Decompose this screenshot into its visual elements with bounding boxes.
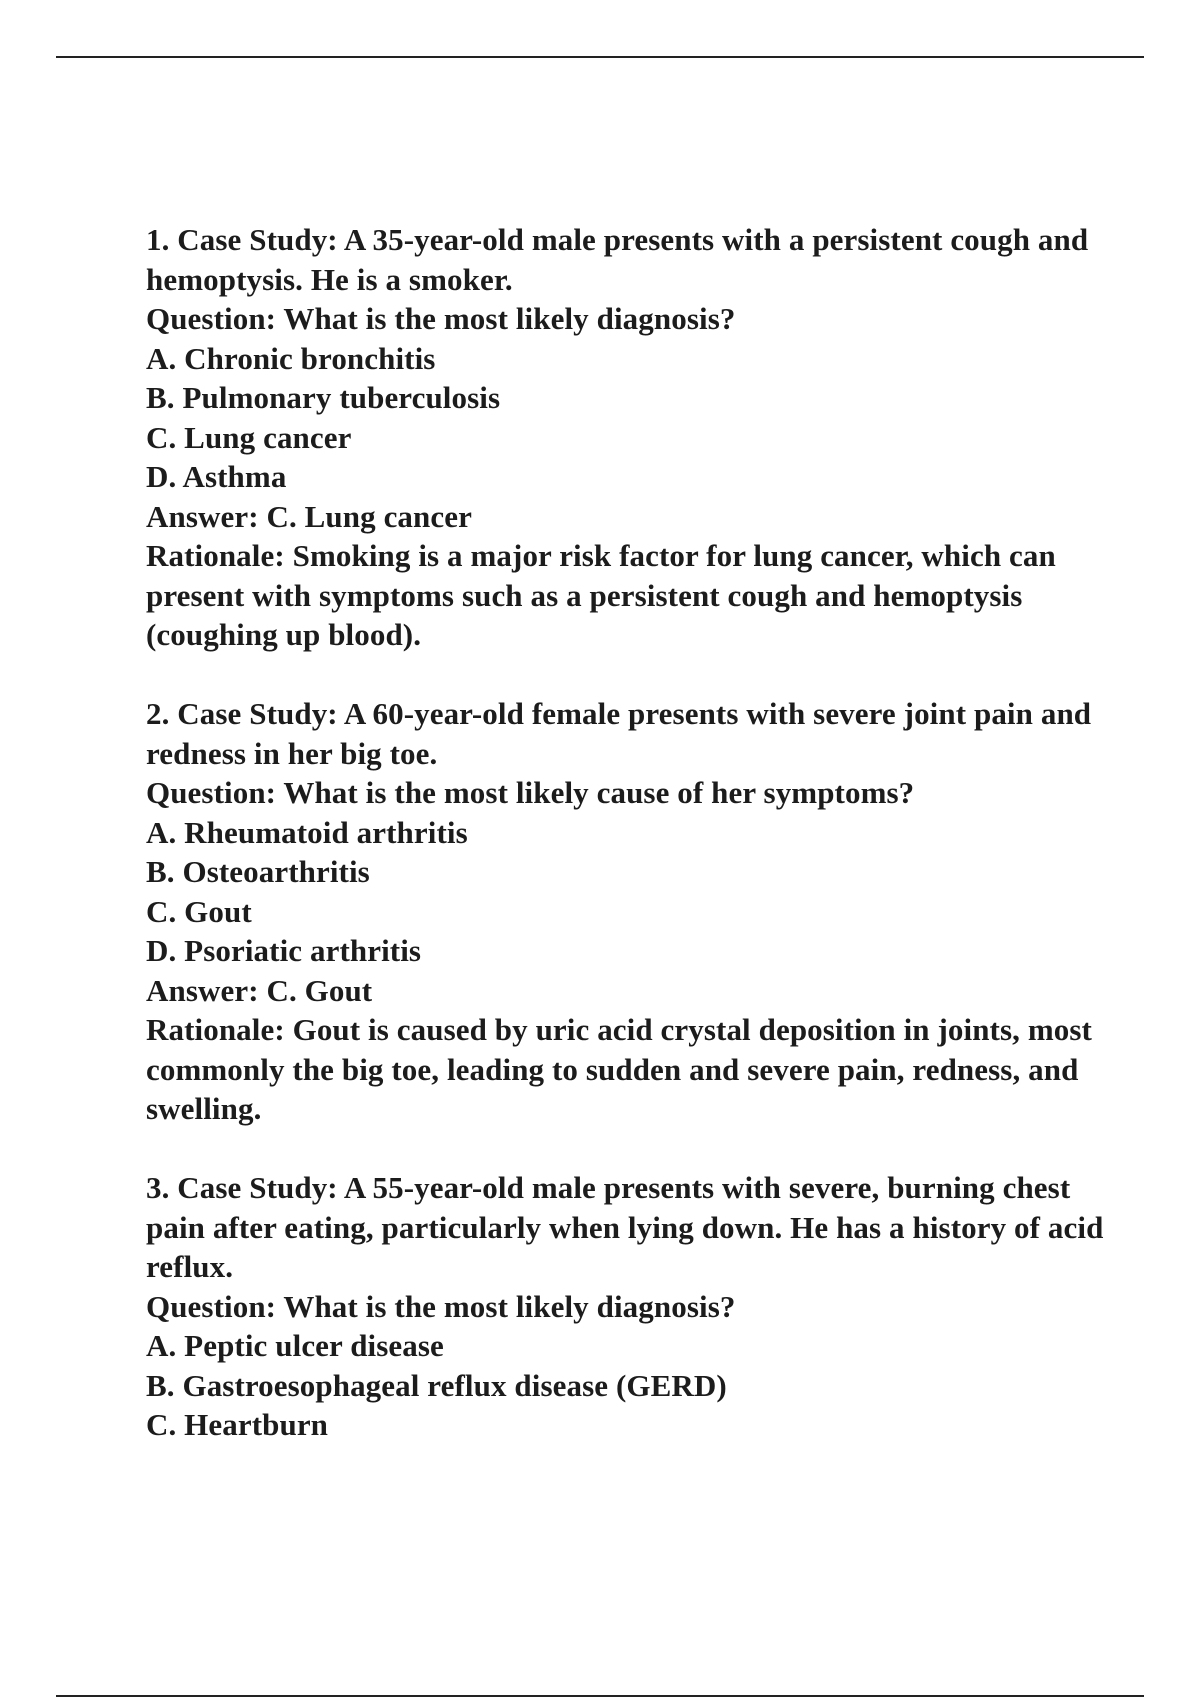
option-d: D. Asthma: [146, 459, 287, 494]
option-a: A. Chronic bronchitis: [146, 340, 436, 376]
case-study-text: 3. Case Study: A 55-year-old male presents with severe, burning chest pain after eating, particularly when lying down. He has a history of acid reflux.: [146, 1170, 1104, 1284]
option-b: B. Osteoarthritis: [146, 854, 370, 889]
option-a: A. Peptic ulcer disease: [146, 1328, 444, 1363]
case-2: [146, 694, 1106, 1129]
option-c: C. Heartburn: [146, 1407, 329, 1442]
case-study-text: 1. Case Study: A 35-year-old male presents with a persistent cough and hemoptysis. He is a smoker.: [146, 222, 1089, 297]
case-study-text: 2. Case Study: A 60-year-old female presents with severe joint pain and redness in her big toe.: [146, 696, 1092, 771]
bottom-rule: [56, 1695, 1144, 1697]
option-a: A. Rheumatoid arthritis: [146, 814, 468, 850]
rationale-text: Rationale: Gout is caused by uric acid crystal deposition in joints, most commonly the big toe, leading to sudden and severe pain, redness, and swelling.: [146, 1012, 1092, 1126]
rationale-text: Rationale: Smoking is a major risk factor for lung cancer, which can present with symptoms such as a persistent cough and hemoptysis (coughing up blood).: [146, 538, 1056, 652]
question-text: Question: What is the most likely diagnosis?: [146, 1288, 736, 1324]
question-text: Question: What is the most likely cause of her symptoms?: [146, 775, 915, 810]
option-b: B. Pulmonary tuberculosis: [146, 380, 501, 415]
answer-text: Answer: C. Lung cancer: [146, 498, 472, 534]
answer-text: Answer: C. Gout: [146, 972, 373, 1008]
document-body: [146, 220, 1106, 1484]
question-text: Question: What is the most likely diagnosis?: [146, 301, 736, 336]
case-3: [146, 1168, 1106, 1445]
case-1: [146, 220, 1106, 655]
option-b: B. Gastroesophageal reflux disease (GERD): [146, 1367, 727, 1403]
option-c: C. Lung cancer: [146, 419, 352, 455]
option-d: D. Psoriatic arthritis: [146, 933, 422, 968]
option-c: C. Gout: [146, 893, 252, 929]
top-rule: [56, 56, 1144, 58]
